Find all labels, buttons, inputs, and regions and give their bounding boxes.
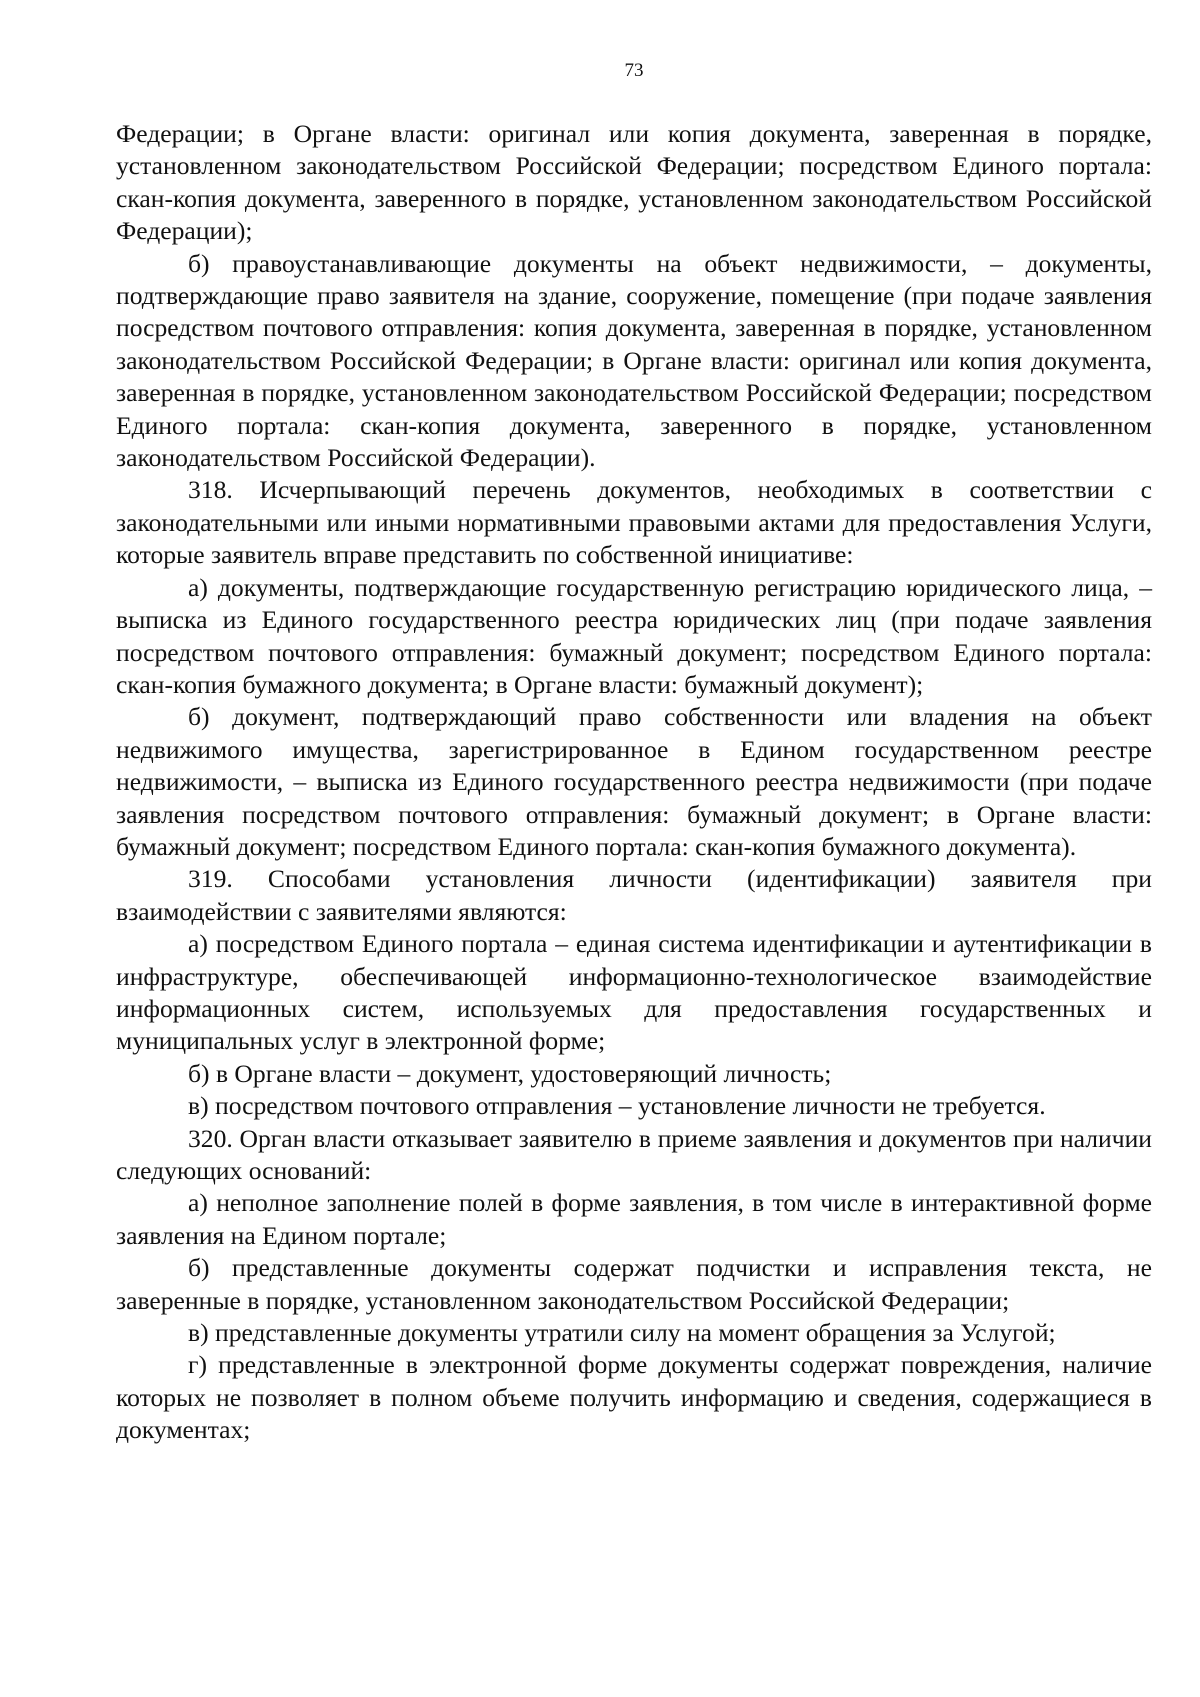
paragraph-319-a: а) посредством Единого портала – единая система идентификации и аутентификации в инфраструктуре, обеспечивающей информационно-технологическое взаимодействие информационных систем, используемых для предоставления государственных и муниципальных услуг в электронной форме; bbox=[116, 929, 1152, 1056]
paragraph-318-a: а) документы, подтверждающие государственную регистрацию юридического лица, – выписка из Единого государственного реестра юридических лиц (при подаче заявления посредством почтового отправления: бумажный документ; посредством Единого портала: скан-копия бумажного документа; в Органе власти: бумажный документ); bbox=[116, 572, 1152, 699]
paragraph-318-b: б) документ, подтверждающий право собственности или владения на объект недвижимого имущества, зарегистрированное в Едином государственном реестре недвижимости, – выписка из Единого государственного реестра недвижимости (при подаче заявления посредством почтового отправления: бумажный документ; в Органе власти: бумажный документ; посредством Единого портала: скан-копия бумажного документа). bbox=[116, 702, 1152, 861]
page-number: 73 bbox=[624, 60, 644, 81]
paragraph-320-c: в) представленные документы утратили силу на момент обращения за Услугой; bbox=[188, 1318, 1056, 1348]
paragraph-320-b: б) представленные документы содержат подчистки и исправления текста, не заверенные в порядке, установленном законодательством Российской Федерации; bbox=[116, 1253, 1152, 1315]
paragraph-318: 318. Исчерпывающий перечень документов, необходимых в соответствии с законодательными или иными нормативными правовыми актами для предоставления Услуги, которые заявитель вправе представить по собственной инициативе: bbox=[116, 475, 1152, 570]
document-body bbox=[116, 118, 1152, 1447]
paragraph-320-a: а) неполное заполнение полей в форме заявления, в том числе в интерактивной форме заявления на Едином портале; bbox=[116, 1188, 1152, 1250]
paragraph-continuation: Федерации; в Органе власти: оригинал или копия документа, заверенная в порядке, установленном законодательством Российской Федерации; посредством Единого портала: скан-копия документа, заверенного в порядке, установленном законодательством Российской Федерации); bbox=[116, 119, 1152, 246]
paragraph-317-b: б) правоустанавливающие документы на объект недвижимости, – документы, подтверждающие право заявителя на здание, сооружение, помещение (при подаче заявления посредством почтового отправления: копия документа, заверенная в порядке, установленном законодательством Российской Федерации; в Органе власти: оригинал или копия документа, заверенная в порядке, установленном законодательством Российской Федерации; посредством Единого портала: скан-копия документа, заверенного в порядке, установленном законодательством Российской Федерации). bbox=[116, 248, 1152, 473]
paragraph-319-b: б) в Органе власти – документ, удостоверяющий личность; bbox=[188, 1058, 832, 1088]
paragraph-319-c: в) посредством почтового отправления – установление личности не требуется. bbox=[188, 1091, 1046, 1121]
paragraph-320-d: г) представленные в электронной форме документы содержат повреждения, наличие которых не позволяет в полном объеме получить информацию и сведения, содержащиеся в документах; bbox=[116, 1350, 1152, 1445]
paragraph-320: 320. Орган власти отказывает заявителю в приеме заявления и документов при наличии следующих оснований: bbox=[116, 1123, 1152, 1185]
paragraph-319: 319. Способами установления личности (идентификации) заявителя при взаимодействии с заявителями являются: bbox=[116, 864, 1152, 926]
